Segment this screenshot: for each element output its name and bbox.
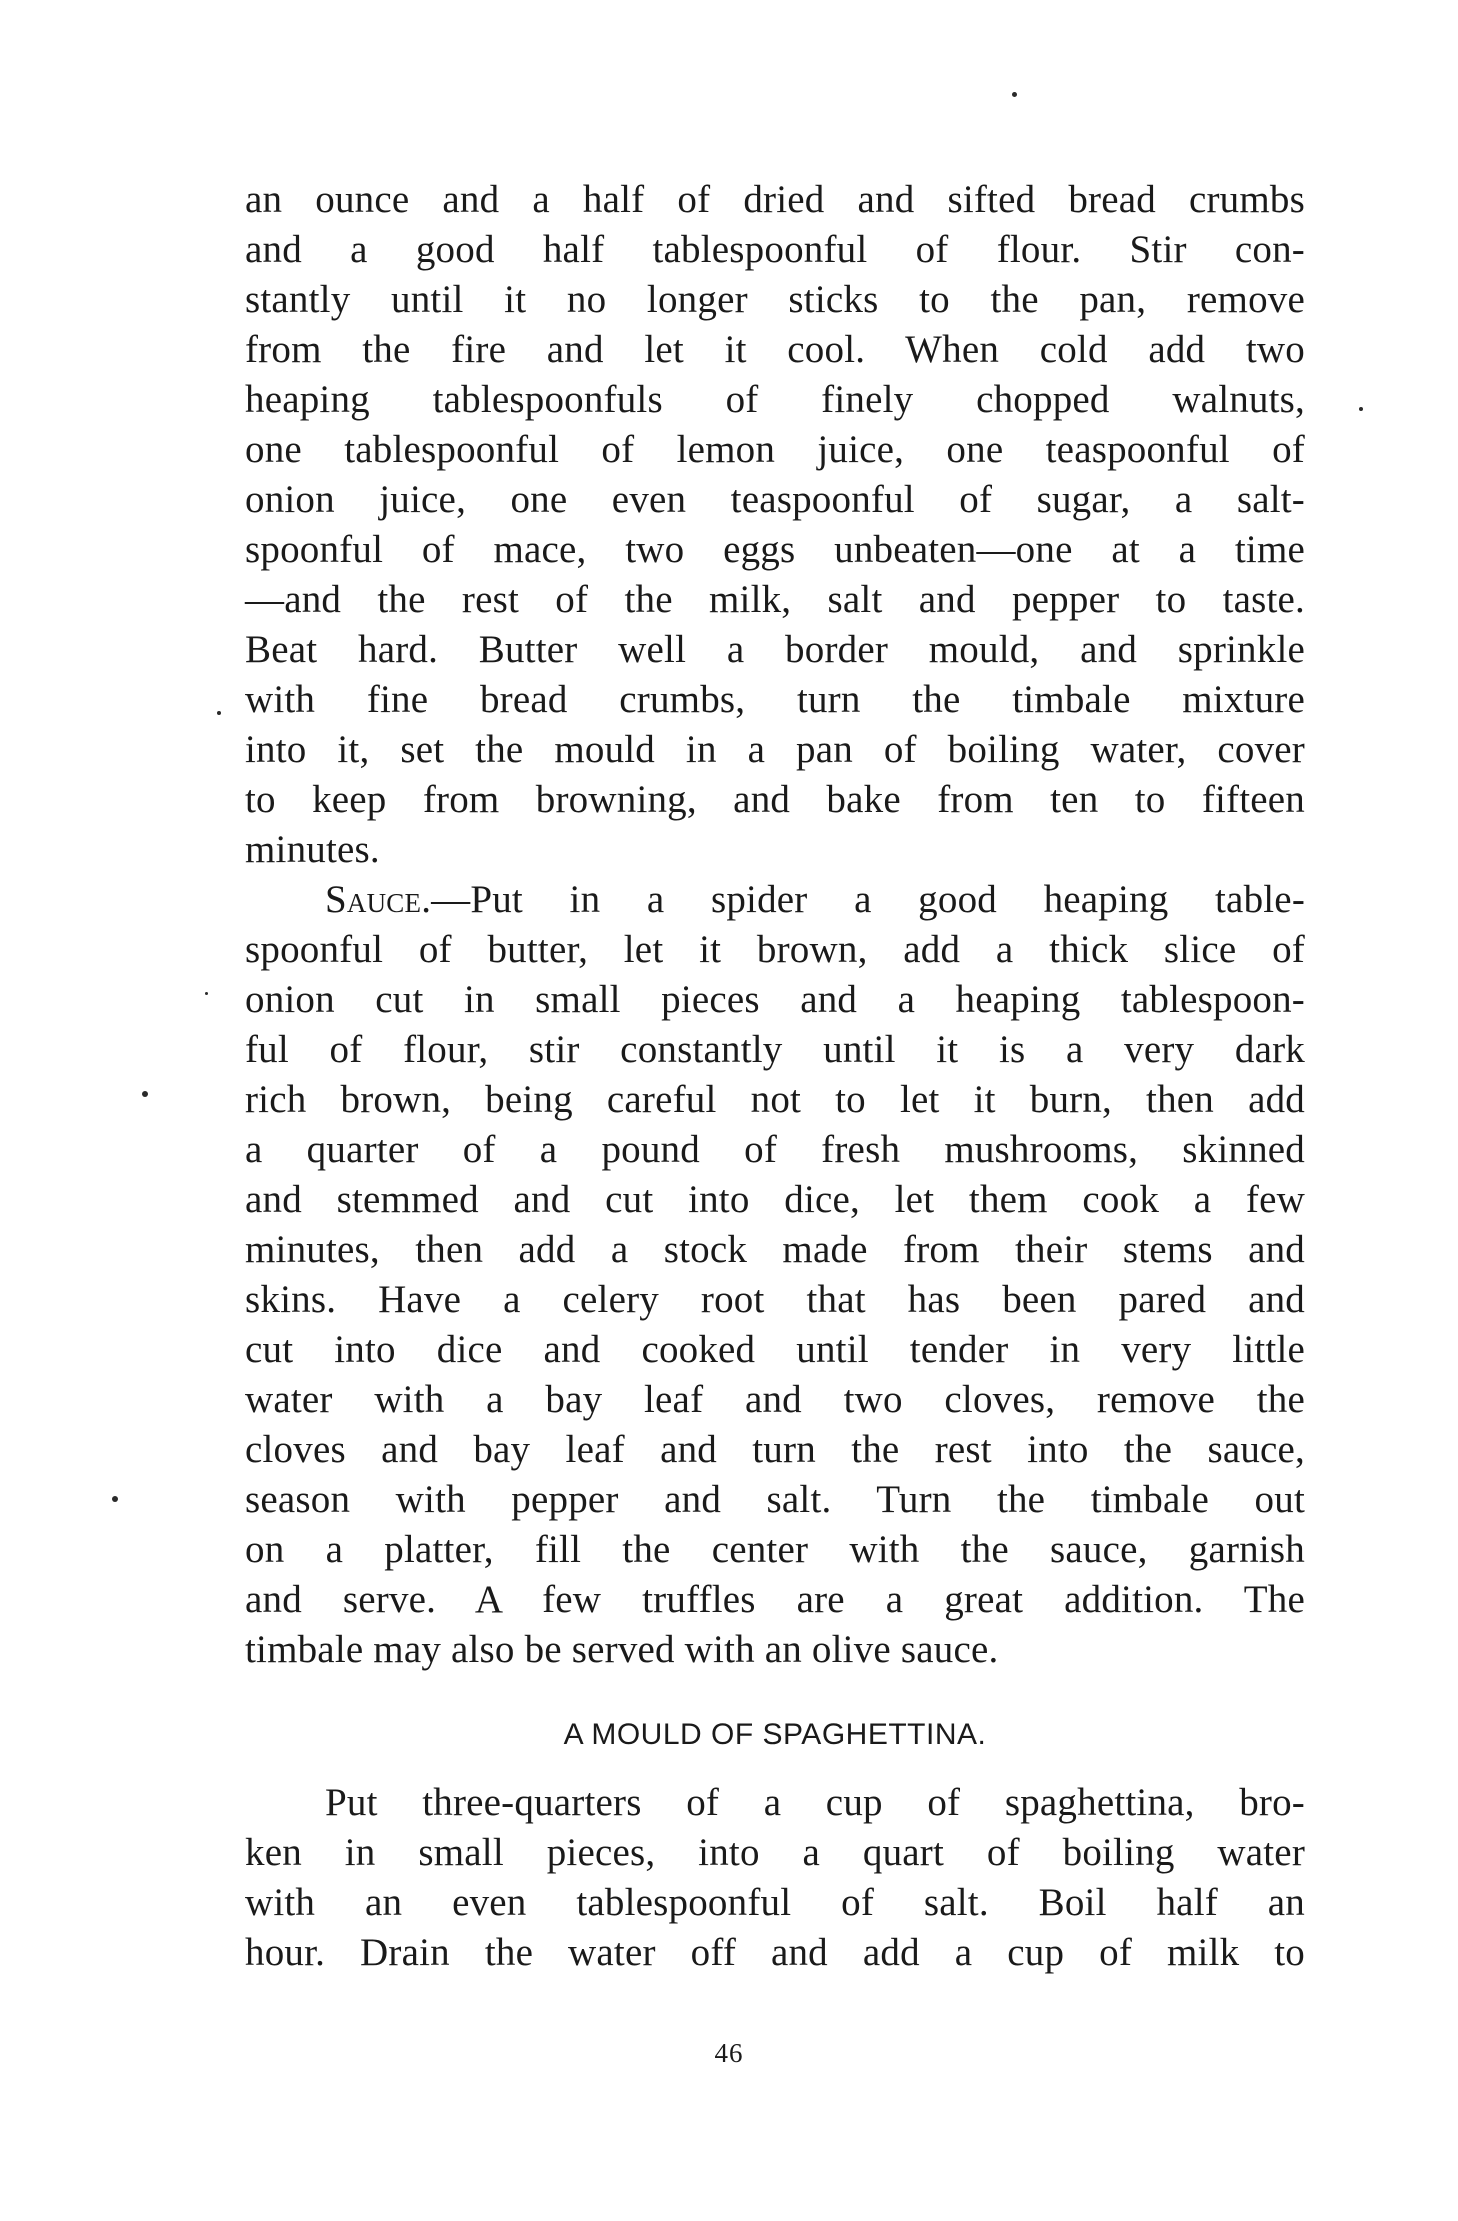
scan-speck xyxy=(1359,407,1363,411)
text-line: on a platter, fill the center with the sauce, garnish xyxy=(245,1528,1305,1571)
scan-speck xyxy=(217,711,221,715)
text-line: a quarter of a pound of fresh mushrooms, skinned xyxy=(245,1128,1305,1171)
text-line: minutes. xyxy=(245,828,380,871)
text-line: minutes, then add a stock made from their stems and xyxy=(245,1228,1305,1271)
text-line: skins. Have a celery root that has been pared and xyxy=(245,1278,1305,1321)
text-line: and stemmed and cut into dice, let them cook a few xyxy=(245,1178,1305,1221)
text-line: Beat hard. Butter well a border mould, and sprinkle xyxy=(245,628,1305,671)
text-line: onion juice, one even teaspoonful of sugar, a salt- xyxy=(245,478,1305,521)
text-line: hour. Drain the water off and add a cup of milk to xyxy=(245,1931,1305,1974)
scan-speck xyxy=(142,1091,148,1097)
scan-speck xyxy=(112,1496,118,1502)
sauce-first-line-text: —Put in a spider a good heaping table- xyxy=(431,878,1305,921)
text-line: ken in small pieces, into a quart of boiling water xyxy=(245,1831,1305,1874)
text-line: water with a bay leaf and two cloves, remove the xyxy=(245,1378,1305,1421)
sauce-lead-word: Sauce. xyxy=(325,878,432,921)
text-line: and serve. A few truffles are a great addition. The xyxy=(245,1578,1305,1621)
text-line: timbale may also be served with an olive sauce. xyxy=(245,1628,999,1671)
text-line: and a good half tablespoonful of flour. Stir con- xyxy=(245,228,1305,271)
scan-speck xyxy=(205,992,208,995)
text-line: —and the rest of the milk, salt and pepper to taste. xyxy=(245,578,1305,621)
text-line: season with pepper and salt. Turn the timbale out xyxy=(245,1478,1305,1521)
text-line: one tablespoonful of lemon juice, one teaspoonful of xyxy=(245,428,1305,471)
text-line: rich brown, being careful not to let it burn, then add xyxy=(245,1078,1305,1121)
page-number: 46 xyxy=(714,2038,744,2068)
spaghettina-paragraph xyxy=(245,1778,1305,1978)
text-line: cut into dice and cooked until tender in very little xyxy=(245,1328,1305,1371)
text-line: to keep from browning, and bake from ten to fifteen xyxy=(245,778,1305,821)
text-line: with fine bread crumbs, turn the timbale mixture xyxy=(245,678,1305,721)
text-line: spoonful of mace, two eggs unbeaten—one at a time xyxy=(245,528,1305,571)
text-line: into it, set the mould in a pan of boiling water, cover xyxy=(245,728,1305,771)
recipe-heading: A MOULD OF SPAGHETTINA. xyxy=(563,1718,987,1751)
sauce-first-line xyxy=(245,875,1305,925)
text-line: cloves and bay leaf and turn the rest into the sauce, xyxy=(245,1428,1305,1471)
text-line: heaping tablespoonfuls of finely chopped walnuts, xyxy=(245,378,1305,421)
text-line: onion cut in small pieces and a heaping tablespoon- xyxy=(245,978,1305,1021)
text-line: stantly until it no longer sticks to the pan, remove xyxy=(245,278,1305,321)
text-line: Put three-quarters of a cup of spaghettina, bro- xyxy=(325,1781,1305,1824)
text-line: from the fire and let it cool. When cold add two xyxy=(245,328,1305,371)
text-line: spoonful of butter, let it brown, add a thick slice of xyxy=(245,928,1305,971)
recipe-continuation-paragraph xyxy=(245,175,1305,1675)
text-line: an ounce and a half of dried and sifted bread crumbs xyxy=(245,178,1305,221)
text-line: with an even tablespoonful of salt. Boil half an xyxy=(245,1881,1305,1924)
scan-speck xyxy=(1012,92,1017,97)
text-line: ful of flour, stir constantly until it is a very dark xyxy=(245,1028,1305,1071)
